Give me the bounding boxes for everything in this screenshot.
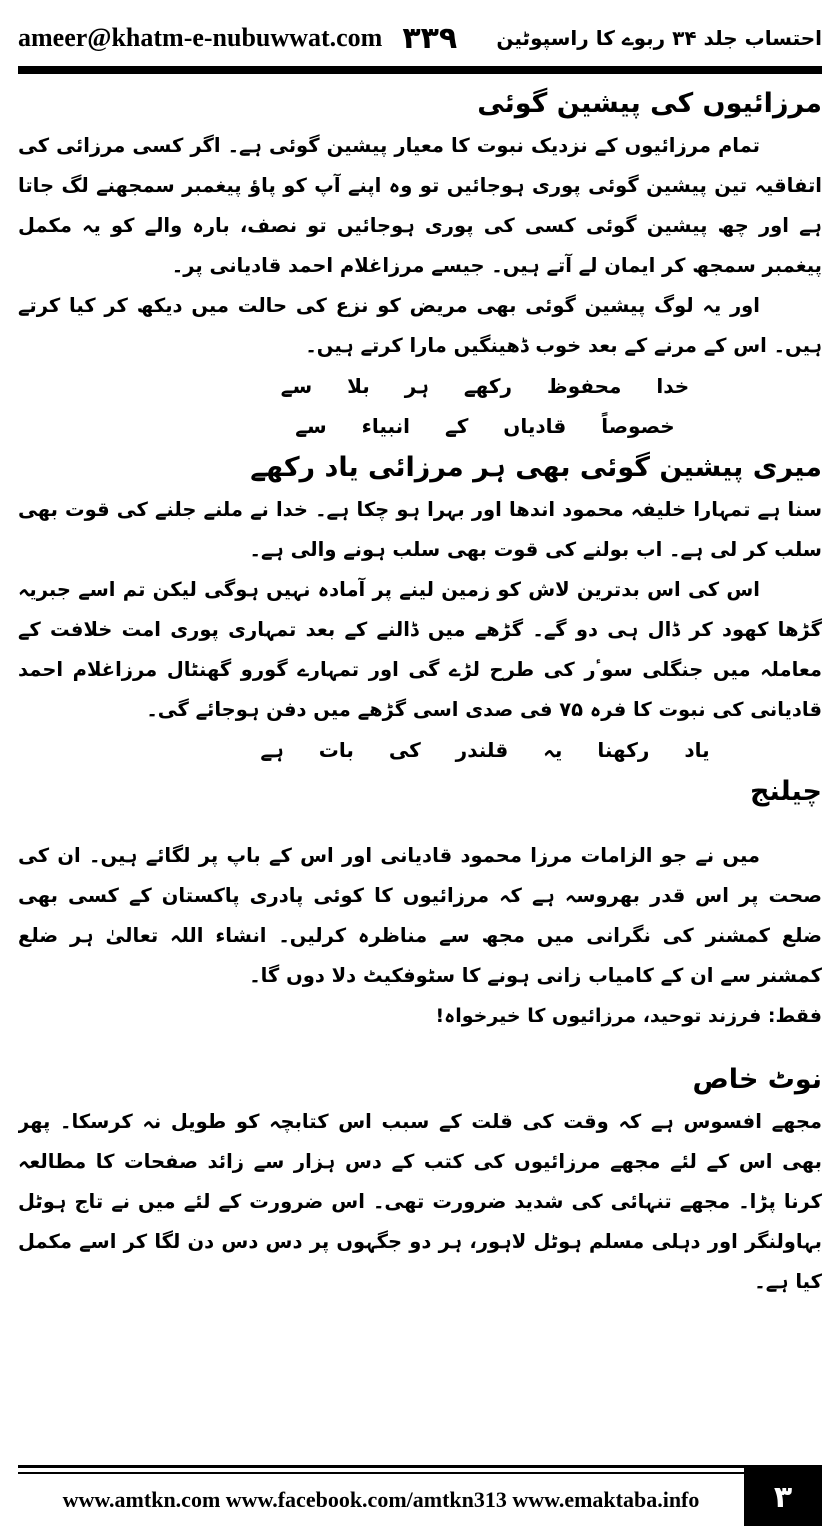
- header-page-number: ۳۳۹: [402, 20, 458, 56]
- paragraph: سنا ہے تمہارا خلیفہ محمود اندھا اور بہرا ہو چکا ہے۔ خدا نے ملنے جلنے کی قوت بھی سلب کر لی ہے۔ اب بولنے کی قوت بھی سلب ہونے والی ہے۔: [18, 498, 822, 561]
- header-book-title: احتساب جلد ۳۴ ربوے کا راسپوٹین: [496, 26, 822, 50]
- section-heading-special-note: نوٹ خاص: [692, 1064, 822, 1095]
- page-content: [18, 82, 822, 1462]
- verse-line: یاد رکھنا یہ قلندر کی بات ہے: [260, 738, 710, 762]
- footer-page-number: ۳: [744, 1468, 822, 1526]
- paragraph: اور یہ لوگ پیشین گوئی بھی مریض کو نزع کی حالت میں دیکھ کر کیا کرتے ہیں۔ اس کے مرنے کے بعد خوب ڈھینگیں مارا کرتے ہیں۔: [18, 294, 822, 357]
- spacer: [18, 814, 822, 836]
- page-footer: [18, 1465, 822, 1526]
- signoff: فقط: فرزند توحید، مرزائیوں کا خیرخواہ!: [435, 1005, 822, 1027]
- page-header: [18, 14, 822, 62]
- section-heading-my-prophecy: میری پیشین گوئی بھی ہر مرزائی یاد رکھے: [250, 452, 822, 483]
- verse-line: خدا محفوظ رکھے ہر بلا سے: [280, 374, 690, 398]
- paragraph: اس کی اس بدترین لاش کو زمین لینے پر آمادہ نہیں ہوگی لیکن تم اسے جبریہ گڑھا کھود کر ڈال ہی دو گے۔ گڑھے میں ڈالنے کے بعد تمہاری پوری امت خلافت کے معاملہ میں جنگلی سوٴر کی طرح لڑے گی اور تمہارے گورو گھنٹال مرزاغلام احمد قادیانی کی نبوت کا فرہ ۷۵ فی صدی اسی گڑھے میں دفن ہوجائے گی۔: [18, 578, 822, 721]
- verse-line: خصوصاً قادیاں کے انبیاء سے: [295, 414, 675, 438]
- header-email: ameer@khatm-e-nubuwwat.com: [18, 23, 383, 52]
- paragraph: میں نے جو الزامات مرزا محمود قادیانی اور اس کے باپ پر لگائے ہیں۔ ان کی صحت پر اس قدر بھروسہ ہے کہ مرزائیوں کا کوئی پادری پاکستان کے کسی بھی ضلع کمشنر کی نگرانی میں مجھ سے مناظرہ کرلیں۔ انشاء اللہ تعالیٰ ہر ضلع کمشنر سے ان کے کامیاب زانی ہونے کا سٹوفکیٹ دلا دوں گا۔: [18, 844, 822, 987]
- spacer: [18, 1036, 822, 1058]
- header-left: [18, 21, 457, 56]
- paragraph: تمام مرزائیوں کے نزدیک نبوت کا معیار پیشین گوئی ہے۔ اگر کسی مرزائی کی اتفاقیہ تین پیشین گوئی پوری ہوجائیں تو وہ اپنے آپ کو پاؤ پیغمبر سمجھنے لگ جاتا ہے اور چھ پیشین گوئی کسی کی پوری ہوجائیں تو نصف، بارہ والے کو یہ مکمل پیغمبر سمجھ کر ایمان لے آتے ہیں۔ جیسے مرزاغلام احمد قادیانی پر۔: [18, 134, 822, 277]
- section-heading-prophecy: مرزائیوں کی پیشین گوئی: [477, 88, 822, 119]
- footer-links: www.amtkn.com www.facebook.com/amtkn313 www.emaktaba.info: [18, 1472, 744, 1526]
- section-heading-challenge: چیلنج: [750, 776, 822, 807]
- header-rule: [18, 66, 822, 74]
- paragraph: مجھے افسوس ہے کہ وقت کی قلت کے سبب اس کتابچہ کو طویل نہ کرسکا۔ پھر بھی اس کے لئے مجھے مرزائیوں کی کتب کے دس ہزار سے زائد صفحات کا مطالعہ کرنا پڑا۔ مجھے تنہائی کی شدید ضرورت تھی۔ اس ضرورت کے لئے میں نے تاج ہوٹل بہاولنگر اور دہلی مسلم ہوٹل لاہور، ہر دو جگہوں پر دس دس دن لگا کر اسے مکمل کیا ہے۔: [18, 1110, 822, 1293]
